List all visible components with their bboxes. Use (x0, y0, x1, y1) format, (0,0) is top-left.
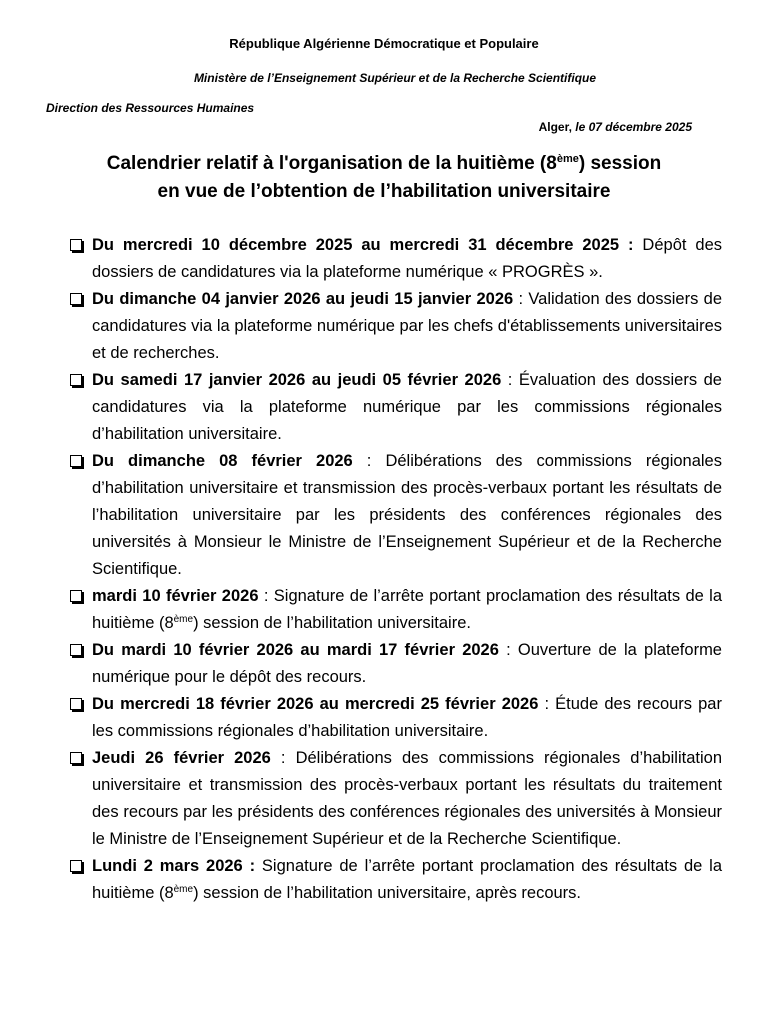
date-line (539, 120, 692, 134)
schedule-item-3 (66, 367, 722, 448)
ministry-heading: Ministère de l’Enseignement Supérieur et de la Recherche Scientifique (193, 71, 597, 85)
checkbox-bullet-icon (70, 374, 82, 386)
schedule-item-8 (66, 745, 722, 853)
schedule-text: : Étude des recours par les commissions régionales d’habilitation universitaire. (92, 695, 722, 740)
schedule-date: Lundi 2 mars 2026 : (92, 857, 256, 875)
title-line-2: en vue de l’obtention de l’habilitation universitaire (157, 181, 611, 202)
schedule-text: Dépôt des dossiers de candidatures via la plateforme numérique « PROGRÈS ». (92, 236, 722, 281)
schedule-date: mardi 10 février 2026 (92, 587, 259, 605)
superscript: ème (173, 884, 194, 895)
schedule-text: : Signature de l’arrête portant proclamation des résultats de la huitième (8 (92, 587, 722, 632)
checkbox-bullet-icon (70, 644, 82, 656)
superscript: ème (173, 614, 194, 625)
schedule-item-1 (66, 232, 722, 286)
schedule-date: Du dimanche 04 janvier 2026 au jeudi 15 janvier 2026 (92, 290, 514, 308)
schedule-text: : Évaluation des dossiers de candidatures via la plateforme numérique par les commissions régionales d’habilitation universitaire. (92, 371, 722, 443)
schedule-item-9 (66, 853, 722, 907)
schedule-text-end: ) session de l’habilitation universitaire, après recours. (193, 884, 582, 902)
schedule-item-5 (66, 583, 722, 637)
schedule-text: : Ouverture de la plateforme numérique pour le dépôt des recours. (92, 641, 722, 686)
checkbox-bullet-icon (70, 698, 82, 710)
schedule-text: Signature de l’arrête portant proclamation des résultats de la huitième (8 (92, 857, 723, 902)
title-superscript: ème (556, 153, 579, 165)
schedule-date: Du mercredi 10 décembre 2025 au mercredi 31 décembre 2025 : (92, 236, 634, 254)
schedule-date: Jeudi 26 février 2026 (92, 749, 271, 767)
checkbox-bullet-icon (70, 860, 82, 872)
schedule-date: Du mercredi 18 février 2026 au mercredi 25 février 2026 (92, 695, 539, 713)
date-value: le 07 décembre 2025 (575, 120, 692, 134)
title-line-1 (0, 150, 768, 178)
schedule-text: : Validation des dossiers de candidatures via la plateforme numérique par les chefs d'établissements universitaires et de recherches. (92, 290, 722, 362)
direction-label: Direction des Ressources Humaines (46, 101, 255, 115)
document-title (0, 150, 768, 206)
checkbox-bullet-icon (70, 239, 82, 251)
schedule-date: Du mardi 10 février 2026 au mardi 17 février 2026 (92, 641, 499, 659)
republic-heading: République Algérienne Démocratique et Populaire (229, 36, 539, 51)
schedule-text: : Délibérations des commissions régionales d’habilitation universitaire et transmission des procès-verbaux portant les résultats de l’habilitation universitaire par les présidents des conférences régionales des universités à Monsieur le Ministre de l’Enseignement Supérieur et de la Recherche Scientifique. (92, 452, 722, 578)
checkbox-bullet-icon (70, 752, 82, 764)
schedule-text-end: ) session de l’habilitation universitaire. (193, 614, 471, 632)
schedule-date: Du dimanche 08 février 2026 (92, 452, 353, 470)
schedule-item-2 (66, 286, 722, 367)
title-line-1-end: ) session (578, 153, 662, 174)
schedule-item-4 (66, 448, 722, 583)
schedule-item-7 (66, 691, 722, 745)
schedule-date: Du samedi 17 janvier 2026 au jeudi 05 février 2026 (92, 371, 502, 389)
checkbox-bullet-icon (70, 455, 82, 467)
date-place: Alger, (538, 120, 576, 134)
checkbox-bullet-icon (70, 293, 82, 305)
schedule-text: : Délibérations des commissions régionales d’habilitation universitaire et transmission des procès-verbaux portant les résultats du traitement des recours par les présidents des conférences régionales des universités à Monsieur le Ministre de l’Enseignement Supérieur et de la Recherche Scientifique. (92, 749, 723, 848)
checkbox-bullet-icon (70, 590, 82, 602)
schedule-item-6 (66, 637, 722, 691)
schedule-list (66, 232, 722, 907)
title-line-1-text: Calendrier relatif à l'organisation de la huitième (8 (106, 153, 557, 174)
